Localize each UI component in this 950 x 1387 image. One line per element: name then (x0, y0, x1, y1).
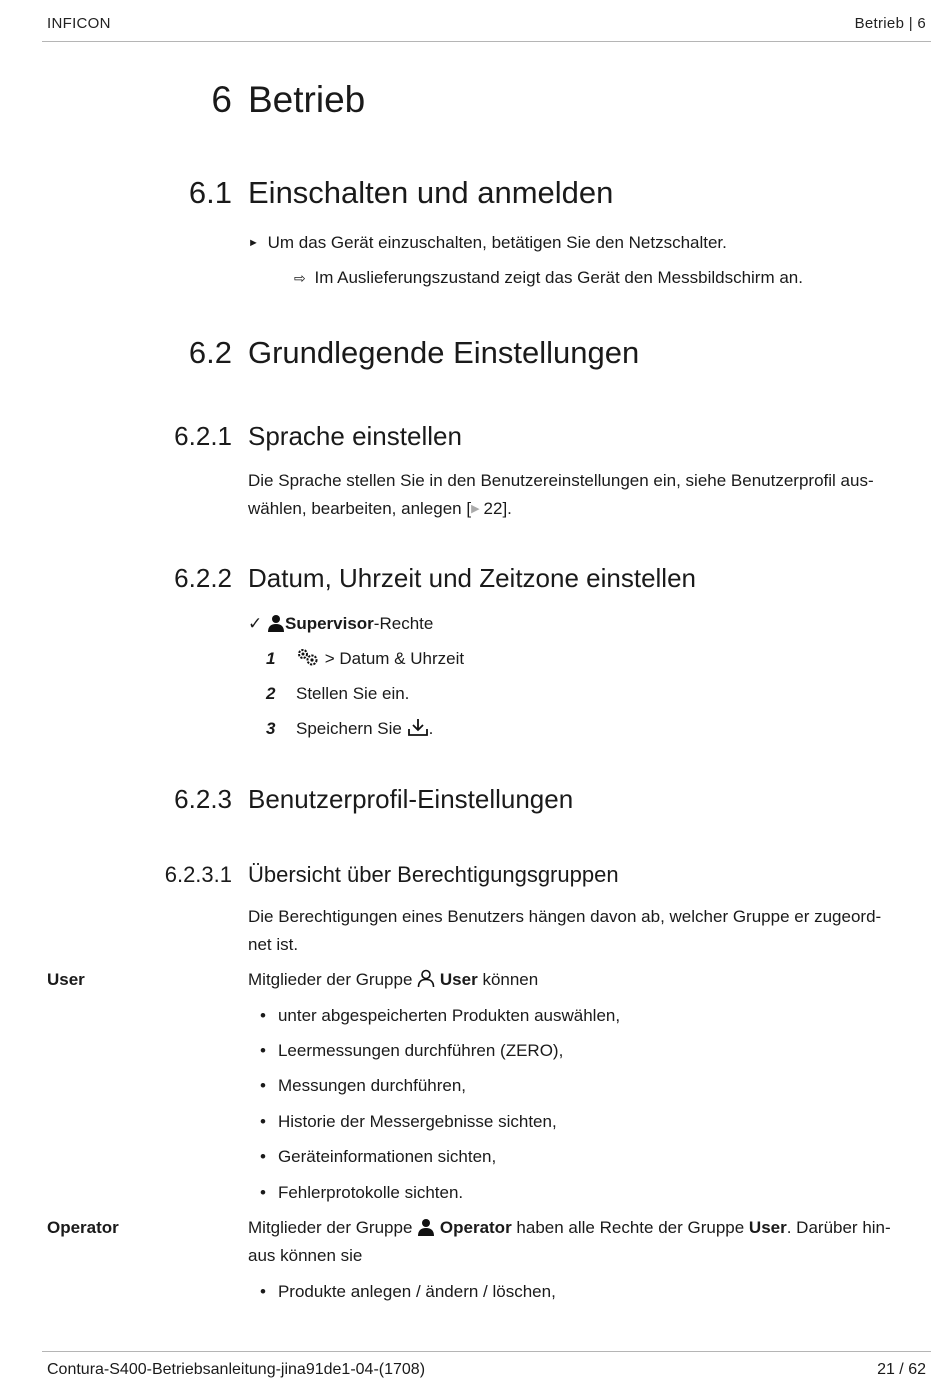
subsection-number: 6.2.2 (174, 563, 232, 593)
instruction-result: ⇨ Im Auslieferungszustand zeigt das Gerät den Messbildschirm an. (294, 268, 803, 287)
section-number: 6.1 (188, 175, 232, 210)
bullet-item: • Historie der Messergebnisse sichten, (260, 1112, 557, 1131)
bullet-item: • unter abgespeicherten Produkten auswählen, (260, 1006, 621, 1025)
bullet-dot: • (260, 1147, 266, 1166)
step-number: 2 (266, 684, 276, 703)
bullet-dot: • (260, 1041, 266, 1060)
triangle-right-icon: ► (248, 237, 259, 249)
reference-triangle-icon: ▶ (471, 503, 480, 515)
bullet-dot: • (260, 1006, 266, 1025)
subsection-number: 6.2.1 (174, 421, 232, 451)
section-title: Grundlegende Einstellungen (248, 335, 640, 370)
bullet-item: • Geräteinformationen sichten, (260, 1147, 497, 1166)
footer-page-number: 21 / 62 (877, 1361, 926, 1378)
paragraph-line: Die Sprache stellen Sie in den Benutzereinstellungen ein, siehe Benutzerprofil aus- (248, 471, 874, 490)
step-text: Stellen Sie ein. (296, 684, 410, 703)
user-filled-icon (267, 614, 285, 632)
user-outline-icon (417, 969, 435, 988)
save-download-icon (407, 717, 429, 737)
bullet-dot: • (260, 1282, 266, 1301)
subsubsection-title: Übersicht über Berechtigungsgruppen (248, 862, 619, 887)
step-number: 3 (266, 719, 276, 738)
section-number: 6.2 (188, 335, 232, 370)
paragraph-line: Die Berechtigungen eines Benutzers hängen davon ab, welcher Gruppe er zugeord- (248, 907, 882, 926)
bullet-dot: • (260, 1076, 266, 1095)
header-rule (42, 41, 931, 42)
chapter-number: 6 (211, 79, 232, 120)
subsection-title: Benutzerprofil-Einstellungen (248, 784, 574, 814)
paragraph-line: net ist. (248, 935, 299, 954)
subsection-number: 6.2.3 (174, 784, 232, 814)
section-title: Einschalten und anmelden (248, 175, 614, 210)
bullet-dot: • (260, 1112, 266, 1131)
header-section: Betrieb | 6 (854, 15, 926, 32)
bullet-dot: • (260, 1183, 266, 1202)
bullet-item: • Leermessungen durchführen (ZERO), (260, 1041, 564, 1060)
step-text: > Datum & Uhrzeit (296, 645, 464, 673)
subsubsection-number: 6.2.3.1 (164, 862, 232, 887)
side-label-operator: Operator (47, 1218, 119, 1237)
bullet-item: • Produkte anlegen / ändern / löschen, (260, 1282, 556, 1301)
side-label-user: User (47, 970, 85, 989)
subsection-title: Datum, Uhrzeit und Zeitzone einstellen (248, 563, 697, 593)
group-lead: Mitglieder der Gruppe User können (248, 970, 539, 989)
bullet-item: • Messungen durchführen, (260, 1076, 467, 1095)
step-number: 1 (266, 649, 276, 668)
chapter-title: Betrieb (248, 79, 366, 120)
cross-reference-link[interactable]: 22 (483, 499, 503, 518)
result-arrow-icon: ⇨ (294, 270, 306, 286)
footer-rule (42, 1351, 931, 1352)
user-filled-icon (417, 1218, 435, 1236)
step-text: Speichern Sie . (296, 719, 434, 738)
requirement-line: ✓ Supervisor-Rechte (248, 614, 434, 633)
bullet-item: • Fehlerprotokolle sichten. (260, 1183, 464, 1202)
subsection-title: Sprache einstellen (248, 421, 462, 451)
header-brand: INFICON (47, 15, 111, 32)
gears-icon (296, 647, 320, 667)
check-icon: ✓ (248, 614, 263, 633)
paragraph-line: wählen, bearbeiten, anlegen [▶ 22]. (248, 499, 512, 518)
paragraph-line: aus können sie (248, 1246, 363, 1265)
group-lead: Mitglieder der Gruppe Operator haben alle Rechte der Gruppe User. Darüber hin- (248, 1218, 891, 1237)
footer-document-id: Contura-S400-Betriebsanleitung-jina91de1-04-(1708) (47, 1361, 426, 1378)
instruction-step: ► Um das Gerät einzuschalten, betätigen Sie den Netzschalter. (248, 233, 727, 252)
